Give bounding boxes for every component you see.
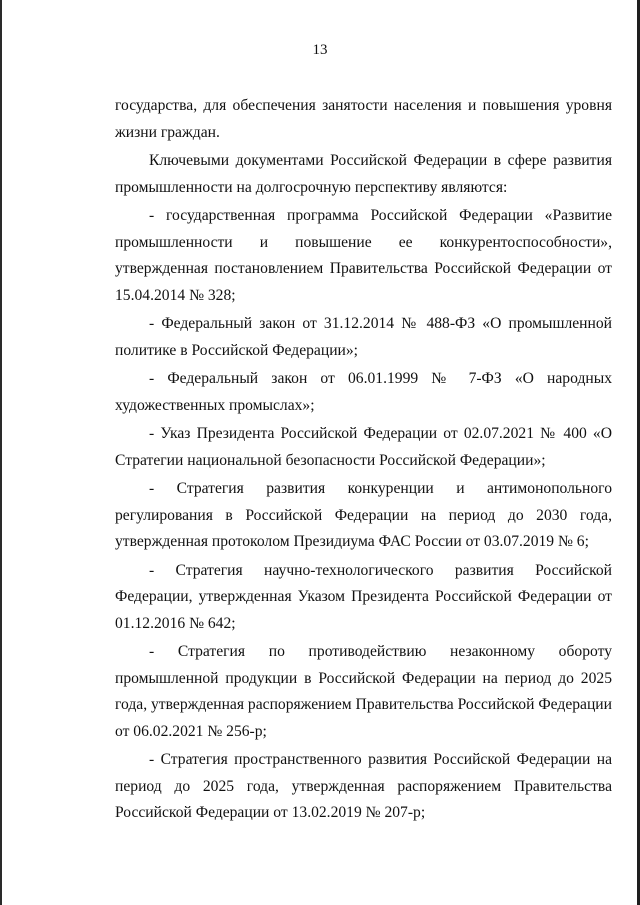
list-item: - Стратегия научно-технологического развития Российской Федерации, утвержденная Указом Президента Российской Федерации от 01.12.2016 № 642; — [115, 561, 612, 632]
list-item: - Указ Президента Российской Федерации от 02.07.2021 № 400 «О Стратегии национальной безопасности Российской Федерации»; — [115, 425, 612, 469]
paragraph-intro: Ключевыми документами Российской Федерации в сфере развития промышленности на долгосрочную перспективу являются: — [115, 152, 612, 196]
document-body — [115, 93, 612, 829]
list-item: - государственная программа Российской Федерации «Развитие промышленности и повышение ее конкурентоспособности», утвержденная постановлением Правительства Российской Федерации от 15.04.2014 № 328; — [115, 207, 612, 304]
list-item: - Стратегия пространственного развития Российской Федерации на период до 2025 года, утвержденная распоряжением Правительства Российской Федерации от 13.02.2019 № 207-р; — [115, 751, 612, 821]
list-item: - Федеральный закон от 06.01.1999 № 7-ФЗ «О народных художественных промыслах»; — [115, 370, 612, 414]
list-item: - Федеральный закон от 31.12.2014 № 488-ФЗ «О промышленной политике в Российской Федерации»; — [115, 315, 612, 359]
list-item: - Стратегия развития конкуренции и антимонопольного регулирования в Российской Федерации на период до 2030 года, утвержденная протоколом Президиума ФАС России от 03.07.2019 № 6; — [115, 480, 612, 550]
list-item: - Стратегия по противодействию незаконному обороту промышленной продукции в Российской Федерации на период до 2025 года, утвержденная распоряжением Правительства Российской Федерации от 06.02.2021 № 256-р; — [115, 643, 612, 740]
paragraph-continuation: государства, для обеспечения занятости населения и повышения уровня жизни граждан. — [115, 97, 612, 141]
page-number: 13 — [312, 42, 328, 58]
scan-edge-left — [0, 0, 2, 905]
